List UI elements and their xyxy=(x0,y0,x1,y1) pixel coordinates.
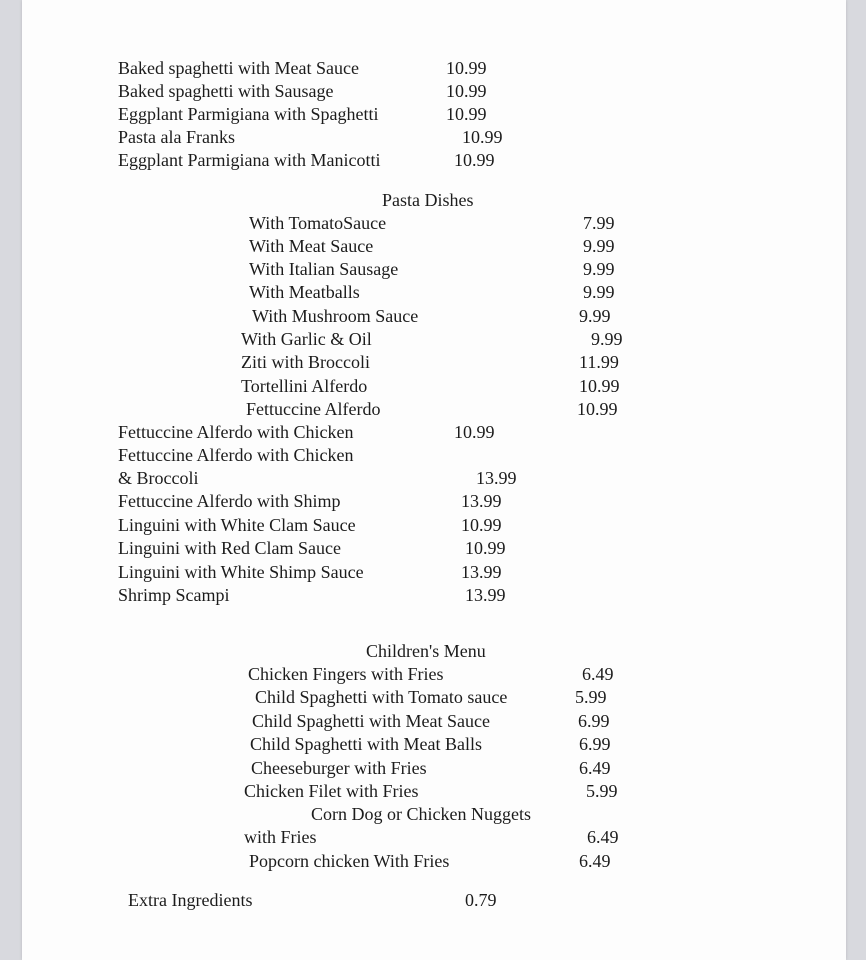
menu-item-price: 10.99 xyxy=(454,150,495,170)
menu-page xyxy=(22,0,846,960)
menu-item-name: & Broccoli xyxy=(118,468,199,488)
menu-item-price: 13.99 xyxy=(476,468,517,488)
menu-item-name: Shrimp Scampi xyxy=(118,585,230,605)
menu-item-price: 5.99 xyxy=(586,781,618,801)
menu-item-name: Linguini with White Clam Sauce xyxy=(118,515,356,535)
menu-item-name: Child Spaghetti with Meat Sauce xyxy=(252,711,490,731)
menu-item-price: 10.99 xyxy=(446,81,487,101)
menu-item-name: Eggplant Parmigiana with Manicotti xyxy=(118,150,381,170)
menu-item-name: Chicken Filet with Fries xyxy=(244,781,419,801)
menu-item-name: With Italian Sausage xyxy=(249,259,399,279)
menu-item-price: 9.99 xyxy=(583,236,615,256)
menu-item-name: Ziti with Broccoli xyxy=(241,352,370,372)
menu-item-price: 10.99 xyxy=(577,399,618,419)
menu-item-price: 13.99 xyxy=(461,491,502,511)
menu-item-price: 9.99 xyxy=(583,259,615,279)
menu-item-name: Linguini with White Shimp Sauce xyxy=(118,562,364,582)
menu-item-name: Fettuccine Alferdo with Shimp xyxy=(118,491,341,511)
menu-item-name: With Meat Sauce xyxy=(249,236,374,256)
menu-item-name: Fettuccine Alferdo with Chicken xyxy=(118,445,354,465)
menu-item-price: 10.99 xyxy=(579,376,620,396)
menu-item-price: 6.49 xyxy=(579,758,611,778)
menu-item-price: 10.99 xyxy=(446,104,487,124)
menu-item-price: 9.99 xyxy=(591,329,623,349)
menu-item-price: 6.49 xyxy=(579,851,611,871)
menu-item-name: Fettuccine Alferdo xyxy=(246,399,381,419)
extra-ingredients-price: 0.79 xyxy=(465,890,497,910)
menu-item-price: 10.99 xyxy=(454,422,495,442)
section-heading-children: Children's Menu xyxy=(366,641,486,661)
menu-item-price: 13.99 xyxy=(461,562,502,582)
menu-item-name: Linguini with Red Clam Sauce xyxy=(118,538,341,558)
menu-item-name: with Fries xyxy=(244,827,317,847)
menu-item-price: 5.99 xyxy=(575,687,607,707)
menu-item-name: Baked spaghetti with Sausage xyxy=(118,81,334,101)
menu-item-name: With TomatoSauce xyxy=(249,213,387,233)
menu-item-price: 13.99 xyxy=(465,585,506,605)
menu-item-name: Fettuccine Alferdo with Chicken xyxy=(118,422,354,442)
menu-item-price: 9.99 xyxy=(583,282,615,302)
menu-item-price: 9.99 xyxy=(579,306,611,326)
menu-item-price: 11.99 xyxy=(579,352,619,372)
menu-item-name: With Meatballs xyxy=(249,282,360,302)
menu-item-price: 10.99 xyxy=(461,515,502,535)
menu-item-name: Tortellini Alferdo xyxy=(241,376,368,396)
menu-item-name: With Garlic & Oil xyxy=(241,329,372,349)
menu-item-name: With Mushroom Sauce xyxy=(252,306,419,326)
menu-item-name: Cheeseburger with Fries xyxy=(251,758,427,778)
menu-item-name: Popcorn chicken With Fries xyxy=(249,851,450,871)
menu-item-name: Chicken Fingers with Fries xyxy=(248,664,444,684)
menu-item-price: 6.99 xyxy=(579,734,611,754)
menu-item-name: Corn Dog or Chicken Nuggets xyxy=(311,804,531,824)
menu-item-name: Eggplant Parmigiana with Spaghetti xyxy=(118,104,379,124)
menu-item-price: 6.49 xyxy=(587,827,619,847)
extra-ingredients-label: Extra Ingredients xyxy=(128,890,253,910)
menu-item-price: 7.99 xyxy=(583,213,615,233)
menu-item-price: 6.49 xyxy=(582,664,614,684)
menu-item-name: Child Spaghetti with Meat Balls xyxy=(250,734,482,754)
menu-item-name: Pasta ala Franks xyxy=(118,127,235,147)
menu-item-price: 10.99 xyxy=(446,58,487,78)
section-heading-pasta: Pasta Dishes xyxy=(382,190,474,210)
menu-item-price: 10.99 xyxy=(465,538,506,558)
menu-item-name: Baked spaghetti with Meat Sauce xyxy=(118,58,359,78)
menu-item-price: 6.99 xyxy=(578,711,610,731)
menu-item-price: 10.99 xyxy=(462,127,503,147)
menu-item-name: Child Spaghetti with Tomato sauce xyxy=(255,687,508,707)
